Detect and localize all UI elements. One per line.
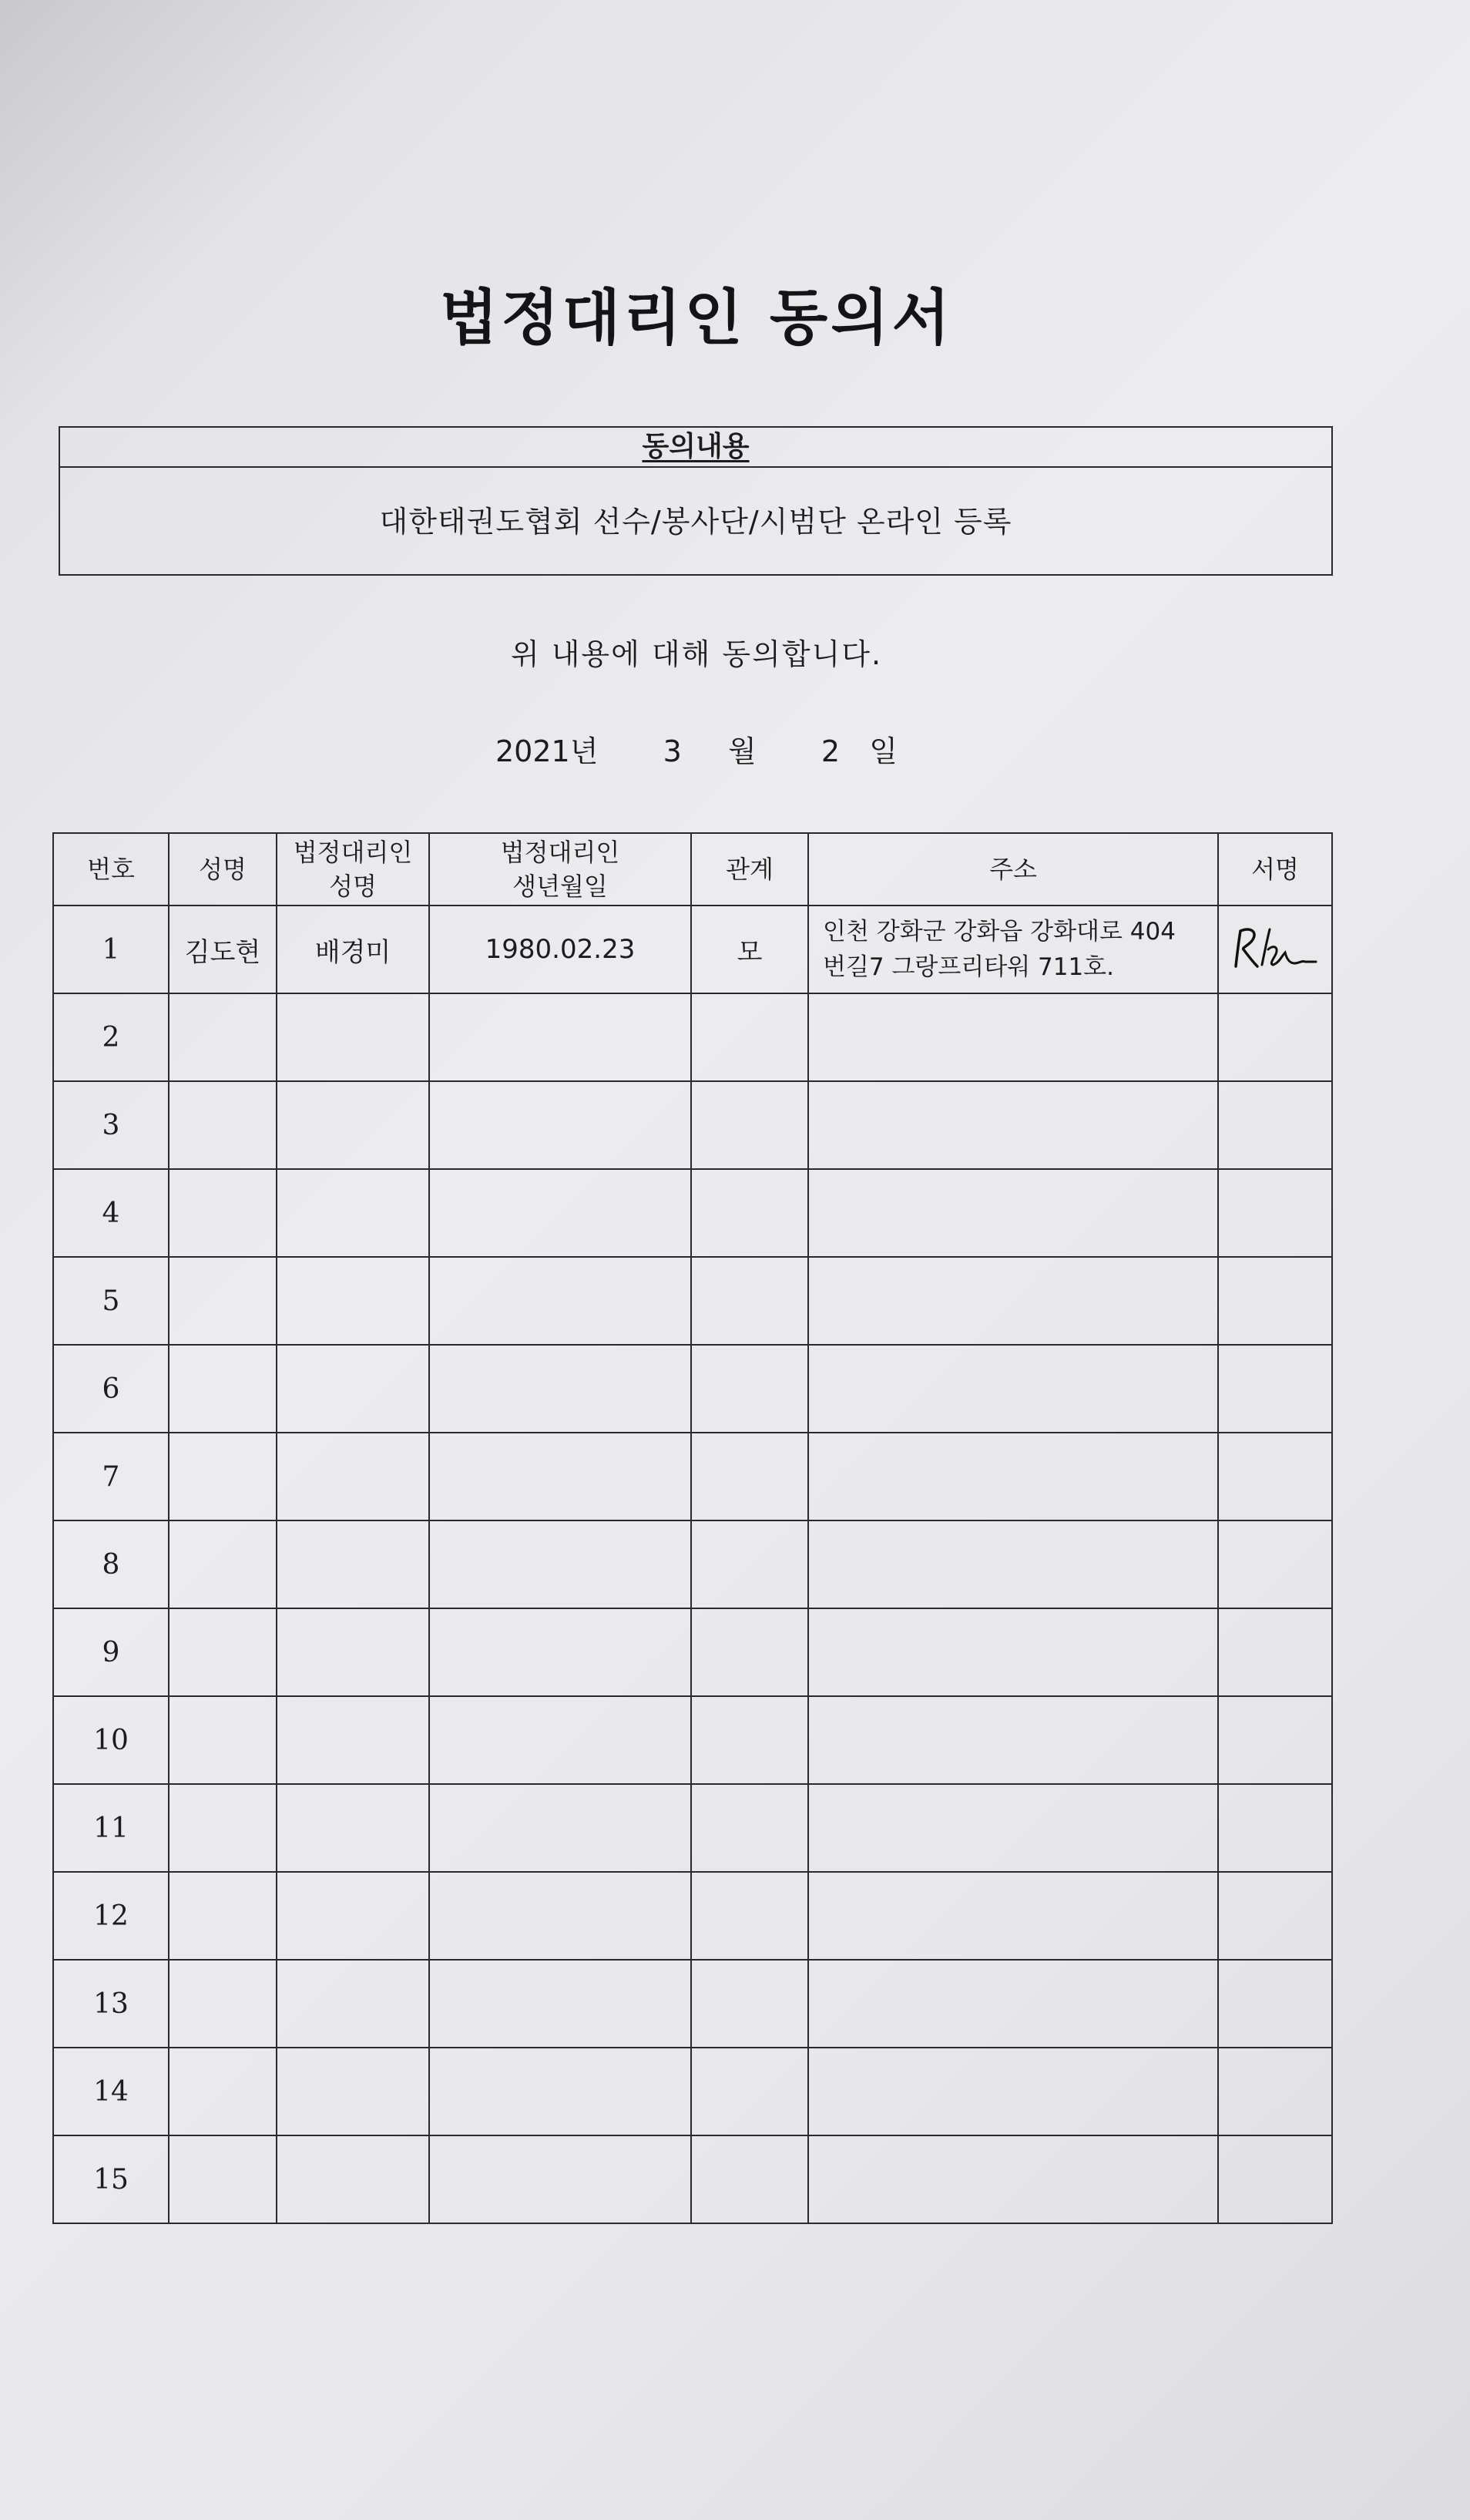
cell-no: 13: [53, 1960, 169, 2048]
header-rep-name: [277, 833, 429, 906]
cell-no: 14: [53, 2048, 169, 2135]
cell-address: [808, 1696, 1218, 1784]
cell-name: [169, 1169, 277, 1257]
cell-address-line1: 인천 강화군 강화읍 강화대로 404: [823, 918, 1176, 946]
table-row: [53, 1520, 1332, 1608]
cell-rep-name: [277, 1960, 429, 2048]
cell-signature: [1218, 1784, 1332, 1872]
date-day: 2: [821, 734, 841, 768]
table-row: [53, 1081, 1332, 1169]
cell-rep-birth: [429, 1872, 691, 1960]
table-row: [53, 1257, 1332, 1345]
cell-rep-birth: [429, 1081, 691, 1169]
cell-rep-name: [277, 1696, 429, 1784]
cell-rep-birth: [429, 993, 691, 1081]
header-no: 번호: [53, 833, 169, 906]
cell-no: 11: [53, 1784, 169, 1872]
cell-rep-name: [277, 2048, 429, 2135]
cell-no: 4: [53, 1169, 169, 1257]
cell-address: [808, 2048, 1218, 2135]
cell-signature: [1218, 1345, 1332, 1433]
table-row: [53, 1345, 1332, 1433]
cell-signature: [1218, 1081, 1332, 1169]
cell-rep-name: [277, 1608, 429, 1696]
cell-address: [808, 1081, 1218, 1169]
cell-signature: [1218, 2135, 1332, 2223]
cell-no: 6: [53, 1345, 169, 1433]
cell-relation: [691, 1784, 808, 1872]
table-row: [53, 1696, 1332, 1784]
cell-signature: [1218, 1257, 1332, 1345]
cell-rep-birth: [429, 1784, 691, 1872]
table-header-row: [53, 833, 1332, 906]
cell-signature: [1218, 1696, 1332, 1784]
header-signature: 서명: [1218, 833, 1332, 906]
header-rep-birth-line1: 법정대리인: [500, 838, 620, 867]
cell-no: 2: [53, 993, 169, 1081]
cell-rep-name: [277, 993, 429, 1081]
cell-name: [169, 2135, 277, 2223]
cell-name: [169, 2048, 277, 2135]
cell-address: [808, 1257, 1218, 1345]
cell-address: [808, 1520, 1218, 1608]
table-row: [53, 993, 1332, 1081]
cell-signature: [1218, 1608, 1332, 1696]
cell-rep-name: [277, 1784, 429, 1872]
cell-name: [169, 1433, 277, 1520]
cell-address: [808, 2135, 1218, 2223]
cell-no: 7: [53, 1433, 169, 1520]
cell-name: [169, 993, 277, 1081]
cell-rep-birth: [429, 1345, 691, 1433]
header-relation: 관계: [691, 833, 808, 906]
table-row: [53, 1433, 1332, 1520]
header-rep-birth-line2: 생년월일: [512, 872, 608, 901]
cell-no: 10: [53, 1696, 169, 1784]
cell-rep-birth: [429, 1960, 691, 2048]
cell-signature: [1218, 1872, 1332, 1960]
consent-body: 대한태권도협회 선수/봉사단/시범단 온라인 등록: [379, 505, 1012, 539]
cell-address: [808, 1433, 1218, 1520]
header-address: 주소: [808, 833, 1218, 906]
table-row: [53, 1169, 1332, 1257]
table-row: [53, 2135, 1332, 2223]
cell-address: [808, 1608, 1218, 1696]
cell-rep-name: [277, 1257, 429, 1345]
document-title: 법정대리인 동의서: [440, 284, 953, 353]
consent-header-label: 동의내용: [642, 431, 750, 462]
cell-rep-birth: [429, 1169, 691, 1257]
table-row: [53, 1784, 1332, 1872]
cell-relation: [691, 1608, 808, 1696]
cell-name: [169, 1784, 277, 1872]
cell-rep-birth: [429, 2135, 691, 2223]
cell-rep-birth: [429, 2048, 691, 2135]
table-row: [53, 1608, 1332, 1696]
cell-name: [169, 1081, 277, 1169]
cell-relation: [691, 2048, 808, 2135]
cell-relation: [691, 1960, 808, 2048]
cell-rep-name: [277, 1169, 429, 1257]
date-month: 3: [663, 734, 682, 768]
cell-rep-name: [277, 1433, 429, 1520]
cell-address: [808, 906, 1218, 993]
handwritten-signature: [1225, 919, 1325, 980]
header-rep-name-line2: 성명: [329, 872, 377, 901]
date-month-unit: 월: [727, 734, 757, 768]
cell-rep-birth: 1980.02.23: [429, 906, 691, 993]
table-row: [53, 1960, 1332, 2048]
cell-relation: 모: [691, 906, 808, 993]
cell-no: 15: [53, 2135, 169, 2223]
cell-name: [169, 1608, 277, 1696]
cell-rep-name: [277, 2135, 429, 2223]
date-day-unit: 일: [869, 734, 898, 768]
cell-name: [169, 1872, 277, 1960]
cell-no: 9: [53, 1608, 169, 1696]
cell-rep-birth: [429, 1696, 691, 1784]
cell-rep-name: [277, 1520, 429, 1608]
cell-rep-name: [277, 1872, 429, 1960]
cell-no: 12: [53, 1872, 169, 1960]
cell-signature: [1218, 1433, 1332, 1520]
cell-address: [808, 1169, 1218, 1257]
cell-relation: [691, 1169, 808, 1257]
date-year: 2021년: [495, 734, 599, 768]
cell-address: [808, 1345, 1218, 1433]
header-name: 성명: [169, 833, 277, 906]
cell-rep-birth: [429, 1608, 691, 1696]
cell-relation: [691, 1872, 808, 1960]
cell-no: 8: [53, 1520, 169, 1608]
cell-relation: [691, 1081, 808, 1169]
cell-address-line2: 번길7 그랑프리타워 711호.: [823, 953, 1114, 981]
cell-signature: [1218, 993, 1332, 1081]
registration-table-wrap: [52, 832, 1331, 2224]
cell-relation: [691, 1345, 808, 1433]
cell-no: 5: [53, 1257, 169, 1345]
cell-name: [169, 1257, 277, 1345]
cell-rep-name: [277, 1081, 429, 1169]
table-row: [53, 1872, 1332, 1960]
cell-name: [169, 1960, 277, 2048]
cell-address: [808, 1784, 1218, 1872]
registration-table: [52, 832, 1333, 2224]
cell-no: 3: [53, 1081, 169, 1169]
table-row: [53, 2048, 1332, 2135]
cell-relation: [691, 2135, 808, 2223]
consent-content-box: [59, 426, 1333, 576]
header-rep-name-line1: 법정대리인: [293, 838, 413, 867]
cell-rep-birth: [429, 1433, 691, 1520]
cell-rep-name: [277, 1345, 429, 1433]
cell-signature: [1218, 1520, 1332, 1608]
cell-signature: [1218, 2048, 1332, 2135]
cell-no: 1: [53, 906, 169, 993]
cell-relation: [691, 1433, 808, 1520]
cell-rep-birth: [429, 1520, 691, 1608]
cell-name: [169, 1696, 277, 1784]
header-rep-birth: [429, 833, 691, 906]
cell-relation: [691, 1520, 808, 1608]
consent-header: [60, 428, 1331, 468]
cell-signature: [1218, 1169, 1332, 1257]
cell-name: [169, 1345, 277, 1433]
cell-address: [808, 1872, 1218, 1960]
cell-signature: [1218, 1960, 1332, 2048]
cell-address: [808, 993, 1218, 1081]
cell-name: 김도현: [169, 906, 277, 993]
table-row: [53, 906, 1332, 993]
cell-relation: [691, 1257, 808, 1345]
cell-signature: [1218, 906, 1332, 993]
cell-name: [169, 1520, 277, 1608]
agreement-text: 위 내용에 대해 동의합니다.: [510, 637, 883, 671]
cell-rep-birth: [429, 1257, 691, 1345]
cell-address: [808, 1960, 1218, 2048]
date-line: [0, 727, 1393, 770]
cell-relation: [691, 1696, 808, 1784]
cell-rep-name: 배경미: [277, 906, 429, 993]
cell-relation: [691, 993, 808, 1081]
